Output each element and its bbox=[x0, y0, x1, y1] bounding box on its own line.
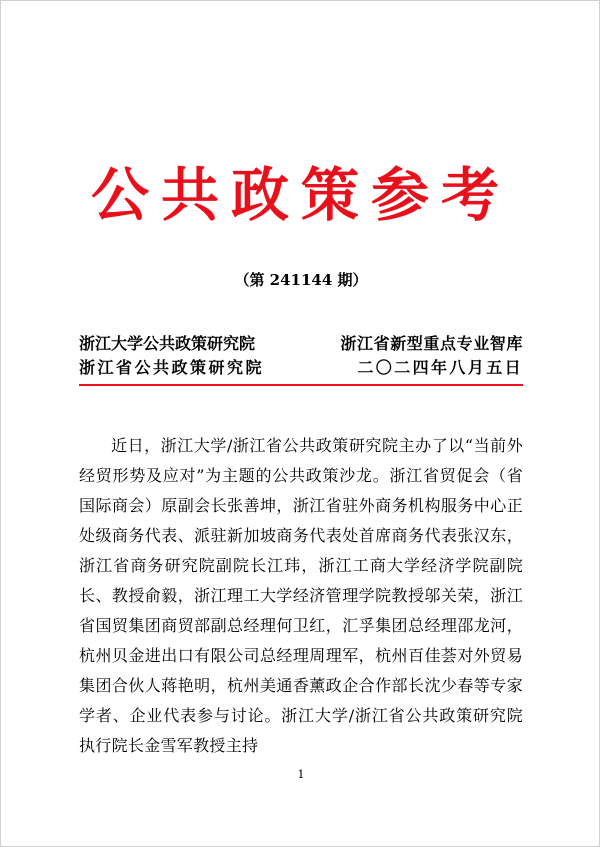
think-tank-label: 浙江省新型重点专业智库 bbox=[340, 334, 523, 353]
publication-date: 二〇二四年八月五日 bbox=[357, 358, 523, 377]
body-paragraph: 近日，浙江大学/浙江省公共政策研究院主办了以“当前外经贸形势及应对”为主题的公共政策沙龙。浙江省贸促会（省国际商会）原副会长张善坤，浙江省驻外商务机构服务中心正处级商务代表、派驻新加坡商务代表处首席商务代表张汉东，浙江省商务研究院副院长江玮，浙江工商大学经济学院副院长、教授俞毅，浙江理工大学经济管理学院教授邬关荣，浙江省国贸集团商贸部副总经理何卫红，汇孚集团总经理邵龙河，杭州贝金进出口有限公司总经理周理军，杭州百佳荟对外贸易集团合伙人蒋艳明，杭州美通香薰政企合作部长沈少春等专家学者、企业代表参与讨论。浙江大学/浙江省公共政策研究院执行院长金雪军教授主持 bbox=[79, 436, 523, 755]
page-number: 1 bbox=[297, 768, 305, 781]
masthead-title: 公共政策参考 bbox=[90, 161, 511, 229]
publisher-row-1 bbox=[79, 332, 523, 356]
red-divider-rule bbox=[79, 384, 523, 386]
publisher-name-2: 浙江省公共政策研究院 bbox=[79, 358, 265, 377]
publisher-row-2 bbox=[79, 356, 523, 380]
issue-number: （第 241144 期） bbox=[234, 271, 368, 289]
publisher-name-1: 浙江大学公共政策研究院 bbox=[79, 334, 256, 353]
